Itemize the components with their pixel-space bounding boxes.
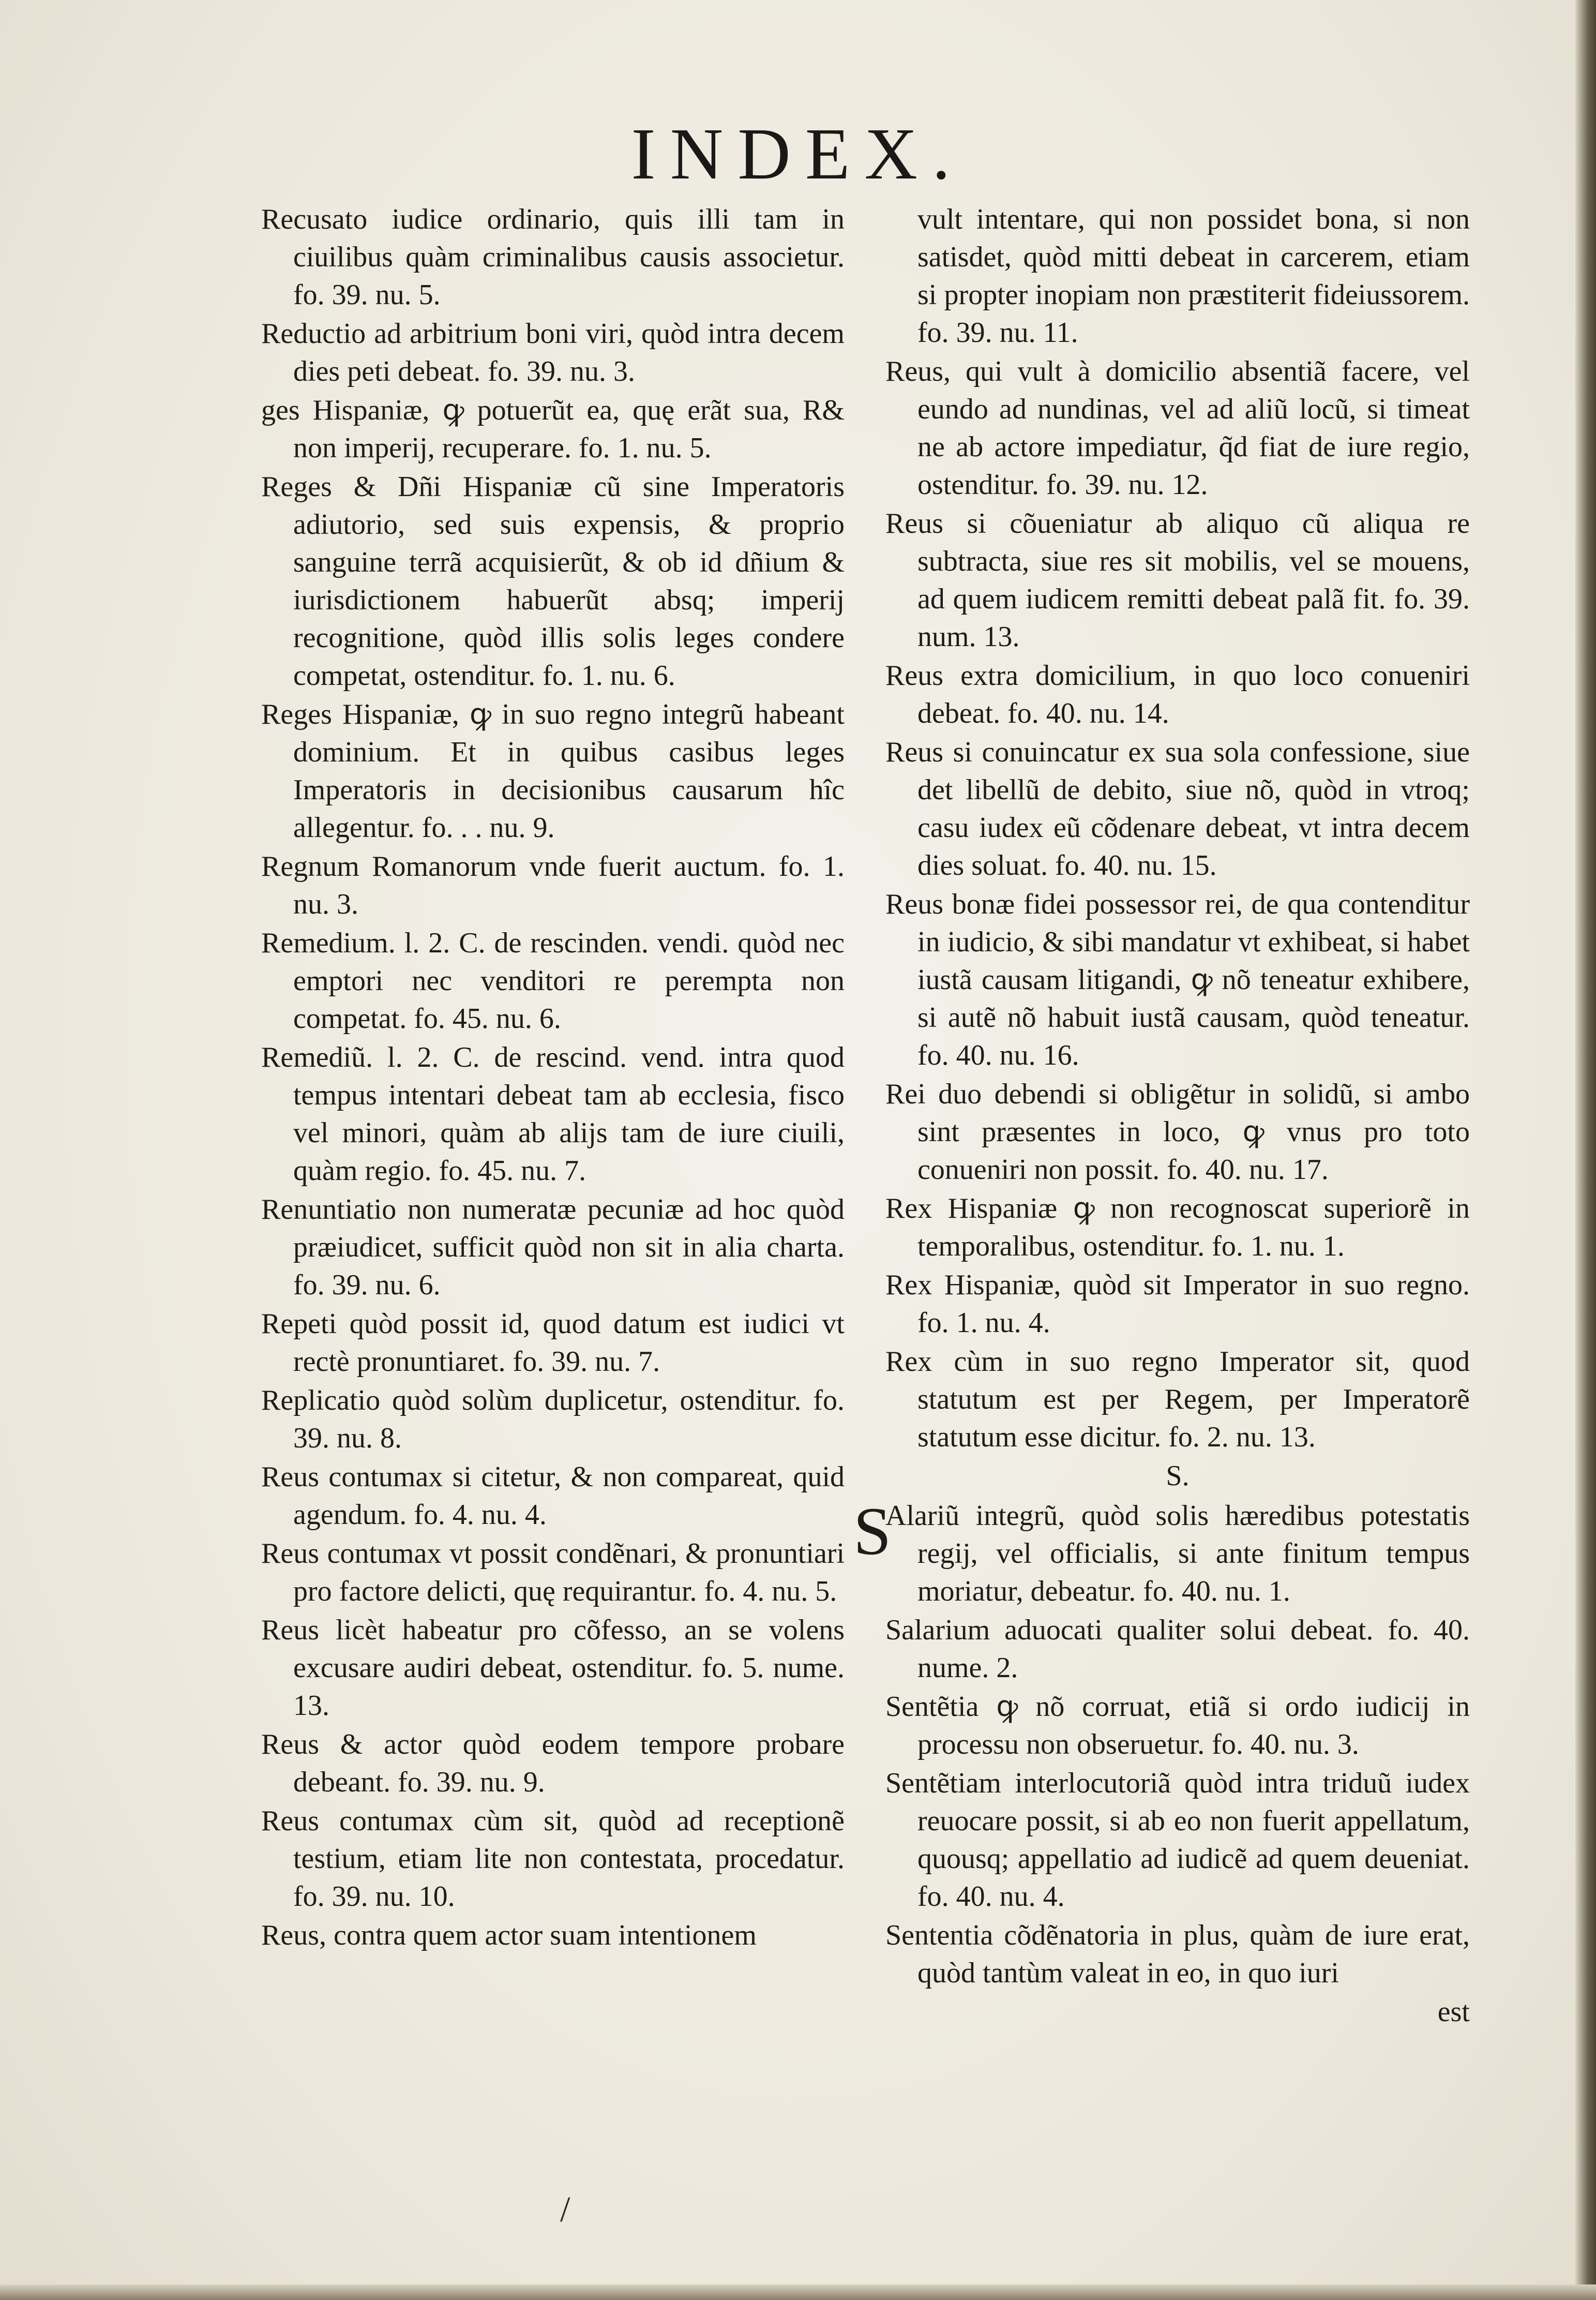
entry-text: Reus licèt habeatur pro cõfesso, an se volens excusare audiri debeat, ostenditur. fo. 5. nume. 13. bbox=[261, 1614, 845, 1722]
entry-text: Recusato iudice ordinario, quis illi tam in ciuilibus quàm criminalibus causis associetur. fo. 39. nu. 5. bbox=[261, 203, 845, 311]
entry-text: Rei duo debendi si obligẽtur in solidũ, si ambo sint præsentes in loco, ꝙ vnus pro toto conueniri non possit. fo. 40. nu. 17. bbox=[885, 1078, 1470, 1186]
index-entry bbox=[885, 734, 1470, 885]
entry-text: Reus bonæ fidei possessor rei, de qua contenditur in iudicio, & sibi mandatur vt exhibeat, si habet iustã causam litigandi, ꝙ nõ teneatur exhibere, si autẽ nõ habuit iustã causam, quòd teneatur. fo. 40. nu. 16. bbox=[885, 888, 1470, 1071]
page-edge-right bbox=[1575, 0, 1596, 2300]
index-entry bbox=[261, 1458, 845, 1534]
index-entry bbox=[885, 1076, 1470, 1189]
index-section-r bbox=[885, 201, 1470, 1456]
entry-text: Reus contumax vt possit condẽnari, & pronuntiari pro factore delicti, quę requirantur. fo. 4. nu. 5. bbox=[261, 1537, 845, 1607]
entry-text: Reus & actor quòd eodem tempore probare debeant. fo. 39. nu. 9. bbox=[261, 1728, 845, 1798]
index-entry bbox=[885, 505, 1470, 656]
index-entry bbox=[261, 468, 845, 695]
entry-text: Rex Hispaniæ ꝙ non recognoscat superiorẽ in temporalibus, ostenditur. fo. 1. nu. 1. bbox=[885, 1192, 1470, 1262]
entry-text: Sentẽtiam interlocutoriã quòd intra triduũ iudex reuocare possit, si ab eo non fuerit appellatum, quousq; appellatio ad iudicẽ ad quem deueniat. fo. 40. nu. 4. bbox=[885, 1767, 1470, 1913]
section-letter: S. bbox=[1166, 1460, 1190, 1492]
index-entry bbox=[885, 353, 1470, 504]
entry-text: vult intentare, qui non possidet bona, si non satisdet, quòd mitti debeat in carcerem, etiam si propter inopiam non præstiterit fideiussorem. fo. 39. nu. 11. bbox=[917, 203, 1470, 349]
entry-text: Salarium aduocati qualiter solui debeat. fo. 40. nume. 2. bbox=[885, 1614, 1470, 1684]
entry-text: ges Hispaniæ, ꝙ potuerũt ea, quę erãt sua, R& non imperij, recuperare. fo. 1. nu. 5. bbox=[261, 394, 845, 464]
index-entry bbox=[261, 201, 845, 314]
index-entry bbox=[261, 392, 845, 467]
index-entry bbox=[885, 1343, 1470, 1456]
entry-text: Reges Hispaniæ, ꝙ in suo regno integrũ habeant dominium. Et in quibus casibus leges Imperatoris in decisionibus causarum hîc allegentur. fo. . . nu. 9. bbox=[261, 698, 845, 844]
index-entry bbox=[885, 1266, 1470, 1342]
index-column-right bbox=[853, 201, 1470, 2032]
entry-text: Reus si cõueniatur ab aliquo cũ aliqua re subtracta, siue res sit mobilis, vel se mouens, ad quem iudicem remitti debeat palã fit. fo. 39. num. 13. bbox=[885, 507, 1470, 653]
entry-text: Rex Hispaniæ, quòd sit Imperator in suo regno. fo. 1. nu. 4. bbox=[885, 1269, 1470, 1339]
entry-text: Sentẽtia ꝙ nõ corruat, etiã si ordo iudicij in processu non obseruetur. fo. 40. nu. 3. bbox=[885, 1691, 1470, 1760]
index-entry bbox=[261, 1611, 845, 1725]
index-entry bbox=[261, 848, 845, 923]
index-entry bbox=[261, 1039, 845, 1190]
index-entry bbox=[885, 657, 1470, 733]
page-header: INDEX. bbox=[631, 113, 965, 195]
index-entry bbox=[261, 924, 845, 1038]
entry-text: Alariũ integrũ, quòd solis hæredibus potestatis regij, vel officialis, si ante finitum tempus moriatur, debeatur. fo. 40. nu. 1. bbox=[885, 1500, 1470, 1607]
index-entry bbox=[885, 1917, 1470, 1992]
index-entry bbox=[261, 696, 845, 847]
index-entry bbox=[261, 1305, 845, 1381]
entry-text: Reductio ad arbitrium boni viri, quòd intra decem dies peti debeat. fo. 39. nu. 3. bbox=[261, 318, 845, 387]
catchword: est bbox=[1437, 1996, 1470, 2028]
index-entry bbox=[885, 886, 1470, 1074]
entry-text: Sententia cõdẽnatoria in plus, quàm de iure erat, quòd tantùm valeat in eo, in quo iuri bbox=[885, 1919, 1470, 1989]
index-entry bbox=[261, 1802, 845, 1916]
entry-text: Remedium. l. 2. C. de rescinden. vendi. quòd nec emptori nec venditori re perempta non competat. fo. 45. nu. 6. bbox=[261, 927, 845, 1035]
entry-text: Reus contumax cùm sit, quòd ad receptionẽ testium, etiam lite non contestata, procedatur. fo. 39. nu. 10. bbox=[261, 1805, 845, 1913]
drop-cap: S bbox=[853, 1493, 892, 1569]
index-entry bbox=[885, 1765, 1470, 1916]
index-entry bbox=[885, 1688, 1470, 1764]
index-entry bbox=[885, 1190, 1470, 1265]
entry-text: Reus si conuincatur ex sua sola confessione, siue det libellũ de debito, siue nõ, quòd in vtroq; casu iudex eũ cõdenare debeat, vt intra decem dies soluat. fo. 40. nu. 15. bbox=[885, 736, 1470, 882]
bottom-mark: / bbox=[560, 2190, 570, 2230]
entry-text: Reus contumax si citetur, & non compareat, quid agendum. fo. 4. nu. 4. bbox=[261, 1461, 845, 1531]
entry-text: Regnum Romanorum vnde fuerit auctum. fo. 1. nu. 3. bbox=[261, 850, 845, 920]
index-entry bbox=[261, 1726, 845, 1801]
index-entry bbox=[261, 1382, 845, 1457]
entry-text: Rex cùm in suo regno Imperator sit, quod statutum est per Regem, per Imperatorẽ statutum esse dicitur. fo. 2. nu. 13. bbox=[885, 1346, 1470, 1453]
entry-text: Remediũ. l. 2. C. de rescind. vend. intra quod tempus intentari debeat tam ab ecclesia, fisco vel minori, quàm ab alijs tam de iure ciuili, quàm regio. fo. 45. nu. 7. bbox=[261, 1041, 845, 1187]
index-entry bbox=[853, 1493, 1470, 1610]
entry-text: Reus, contra quem actor suam intentionem bbox=[261, 1919, 757, 1951]
index-entry bbox=[885, 1611, 1470, 1687]
index-section-s bbox=[853, 1493, 1470, 1992]
index-entry bbox=[261, 1535, 845, 1610]
index-column-left bbox=[261, 201, 845, 1955]
entry-text: Reus, qui vult à domicilio absentiã facere, vel eundo ad nundinas, vel ad aliũ locũ, si timeat ne ab actore impediatur, q̃d fiat de iure regio, ostenditur. fo. 39. nu. 12. bbox=[885, 355, 1470, 501]
entry-text: Renuntiatio non numeratæ pecuniæ ad hoc quòd præiudicet, sufficit quòd non sit in alia charta. fo. 39. nu. 6. bbox=[261, 1193, 845, 1301]
index-entry bbox=[261, 1917, 845, 1954]
entry-text: Repeti quòd possit id, quod datum est iudici vt rectè pronuntiaret. fo. 39. nu. 7. bbox=[261, 1308, 845, 1378]
index-entry bbox=[885, 201, 1470, 352]
entry-text: Reus extra domicilium, in quo loco conueniri debeat. fo. 40. nu. 14. bbox=[885, 660, 1470, 729]
page-edge-bottom bbox=[0, 2284, 1596, 2300]
entry-text: Replicatio quòd solùm duplicetur, ostenditur. fo. 39. nu. 8. bbox=[261, 1384, 845, 1454]
index-entry bbox=[261, 1191, 845, 1304]
index-entry bbox=[261, 315, 845, 391]
entry-text: Reges & Dñi Hispaniæ cũ sine Imperatoris adiutorio, sed suis expensis, & proprio sanguine terrã acquisierũt, & ob id dñium & iurisdictionem habuerũt absq; imperij recognitione, quòd illis solis leges condere competat, ostenditur. fo. 1. nu. 6. bbox=[261, 471, 845, 692]
